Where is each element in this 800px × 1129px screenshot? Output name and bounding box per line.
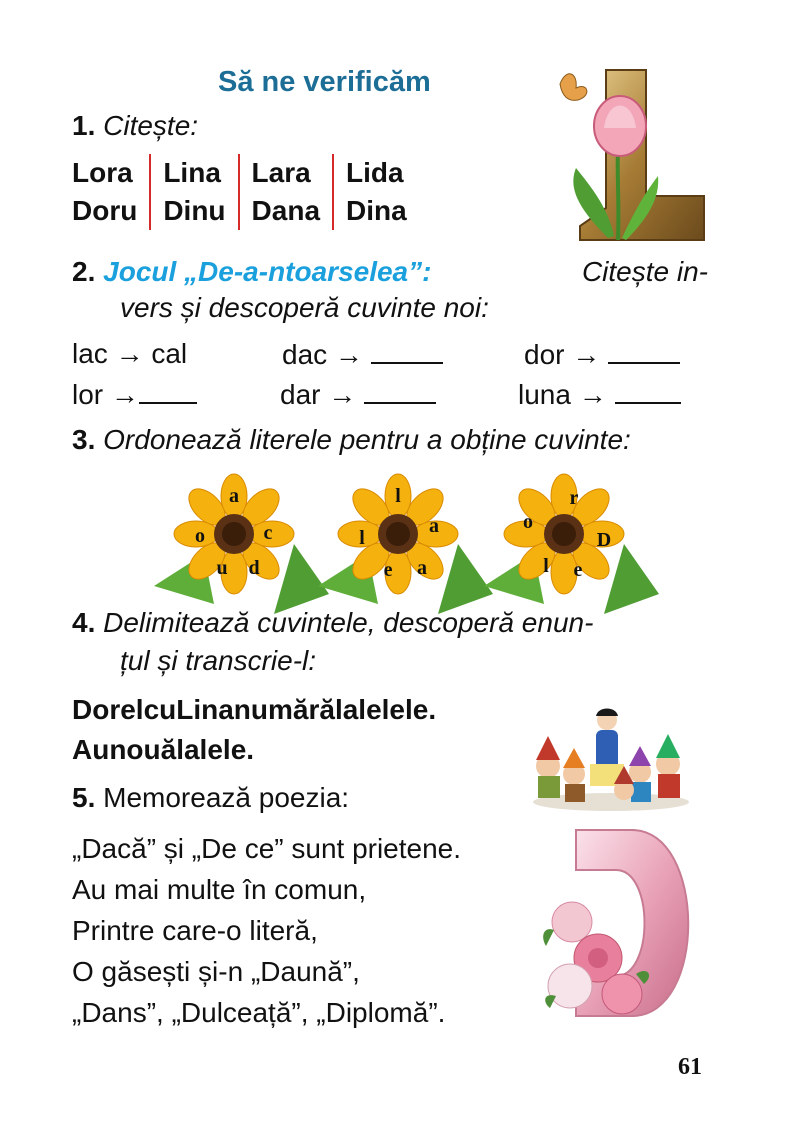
exercise-3-header bbox=[72, 424, 631, 456]
name-cell: Dina bbox=[333, 192, 419, 230]
letter: o bbox=[523, 511, 533, 533]
exercise-instruction: Ordonează literele pentru a obține cuvinte: bbox=[103, 424, 631, 455]
answer-blank[interactable] bbox=[615, 374, 681, 404]
letter: a bbox=[229, 485, 239, 507]
exercise-5-header bbox=[72, 782, 349, 814]
sunflowers-row bbox=[148, 472, 708, 592]
letter: l bbox=[359, 527, 365, 549]
poem-line: O găsești și-n „Daună”, bbox=[72, 956, 360, 987]
exercise-1-header bbox=[72, 110, 198, 142]
letter: e bbox=[383, 559, 393, 581]
jumbled-sentence bbox=[72, 690, 436, 770]
exercise-instruction: Citește in- bbox=[581, 256, 708, 287]
exercise-instruction-cont: vers și descoperă cuvinte noi: bbox=[120, 292, 489, 323]
name-cell: Dinu bbox=[150, 192, 238, 230]
snow-white-dwarfs-illustration bbox=[528, 706, 694, 812]
letter: a bbox=[417, 557, 427, 579]
word-item: lor → bbox=[72, 379, 139, 410]
exercise-number: 3. bbox=[72, 424, 96, 455]
letter-d-roses-illustration bbox=[536, 826, 708, 1024]
name-cell: Lora bbox=[72, 157, 133, 188]
exercise-instruction: Memorează poezia: bbox=[103, 782, 350, 813]
poem bbox=[72, 828, 461, 1033]
sunflower-1 bbox=[154, 474, 329, 614]
letter: D bbox=[596, 529, 612, 551]
letter: l bbox=[395, 485, 401, 507]
answer-blank[interactable] bbox=[139, 374, 197, 404]
letter: a bbox=[429, 515, 439, 537]
letter: d bbox=[248, 557, 260, 579]
word-item: dac → bbox=[282, 339, 363, 370]
word-item: luna → bbox=[518, 379, 607, 410]
exercise-instruction: Delimitează cuvintele, descoperă enun- bbox=[103, 607, 594, 638]
name-cell: Lara bbox=[239, 154, 333, 192]
letter: r bbox=[569, 487, 579, 509]
exercise-4-header bbox=[72, 607, 712, 677]
answer-blank[interactable] bbox=[608, 334, 680, 364]
letter: u bbox=[216, 557, 228, 579]
word-item: dar → bbox=[280, 379, 357, 410]
letter: l bbox=[543, 555, 549, 577]
jumbled-line: DorelcuLinanumărălalelele. bbox=[72, 694, 437, 725]
exercise-2-header bbox=[72, 256, 708, 324]
poem-line: „Dacă” și „De ce” sunt prietene. bbox=[72, 833, 462, 864]
names-row bbox=[72, 154, 419, 192]
reverse-words-grid bbox=[72, 334, 712, 414]
poem-line: „Dans”, „Dulceață”, „Diplomă”. bbox=[72, 997, 446, 1028]
jumbled-line: Aunouălalele. bbox=[72, 734, 255, 765]
name-cell: Dana bbox=[239, 192, 333, 230]
name-cell: Lida bbox=[333, 154, 419, 192]
letter: e bbox=[573, 559, 583, 581]
exercise-instruction: Citește: bbox=[103, 110, 199, 141]
exercise-number: 2. bbox=[72, 256, 96, 287]
answer-blank[interactable] bbox=[364, 374, 436, 404]
exercise-number: 4. bbox=[72, 607, 96, 638]
name-cell: Lina bbox=[150, 154, 238, 192]
game-title: Jocul „De-a-ntoarselea”: bbox=[103, 256, 432, 287]
exercise-instruction-cont: țul și transcrie-l: bbox=[120, 645, 317, 676]
page-number: 61 bbox=[678, 1054, 702, 1080]
exercise-number: 5. bbox=[72, 782, 96, 813]
exercise-number: 1. bbox=[72, 110, 96, 141]
poem-line: Au mai multe în comun, bbox=[72, 874, 367, 905]
letter-l-tulip-illustration bbox=[548, 68, 708, 246]
word-item: dor → bbox=[524, 339, 601, 370]
letter: c bbox=[263, 522, 273, 544]
word-item: lac → cal bbox=[72, 338, 188, 369]
letter: o bbox=[195, 525, 205, 547]
names-table bbox=[72, 154, 419, 230]
names-row bbox=[72, 192, 419, 230]
sunflower-3 bbox=[484, 474, 659, 614]
poem-line: Printre care-o literă, bbox=[72, 915, 318, 946]
name-cell: Doru bbox=[72, 195, 138, 226]
sunflower-2 bbox=[318, 474, 493, 614]
page-title: Să ne verificăm bbox=[218, 66, 431, 98]
answer-blank[interactable] bbox=[371, 334, 443, 364]
